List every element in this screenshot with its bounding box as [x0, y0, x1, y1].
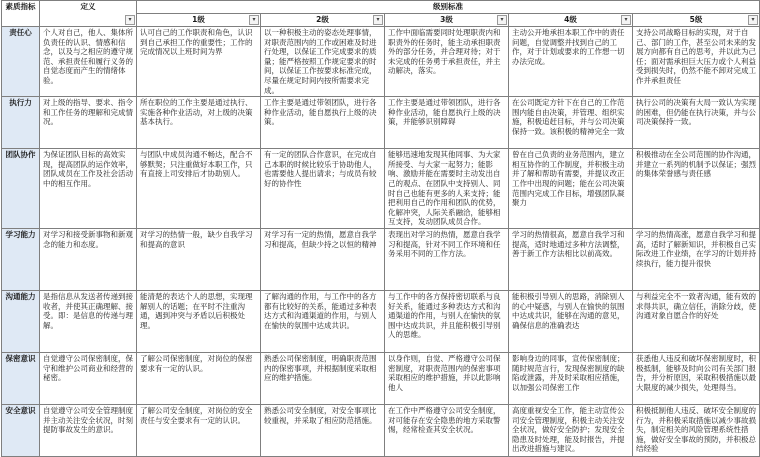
header-level-2[interactable]: 2级 ▾	[261, 14, 385, 27]
level-3-cell: 在工作中严格遵守公司安全制度，对可能存在安全隐患的地方采取警惕，经常检查其安全状况。	[385, 404, 509, 456]
level-5-cell: 获悉他人违反和破坏保密制度时，积极抵制，能够及时向公司有关部门报告，并分析原因，采取积极措施以最大限度的减少损失，处理得当。	[633, 352, 760, 404]
level-5-cell: 支持公司战略目标的实现，对于自己、部门的工作，甚至公司未来的发展方向都有自己的思考，并以此为己任；面对需承担巨大压力或个人利益受到损失时，仍然不能不卸对完成工作并承担责任	[633, 27, 760, 97]
competency-definition: 是指信息从发送者传递到接收者，并使其正确理解、接受。即：是信息的传递与理解。	[40, 290, 137, 352]
level-3-cell: 能够迅速地发现其他同事、为大家所接受、与大家一起努力；能影响、激励并能在需要时主动发出自己的观点、在团队中支持别人、同时自己也能有更多的人来支持；能把利用自己的作用和团队的优势，化解冲突，人际关系融洽，能够相互支持，发动团队成员合作。	[385, 149, 509, 229]
level-1-cell: 对学习的热情一般，缺少自我学习和提高的意识	[137, 228, 261, 290]
header-level-4[interactable]: 4级 ▾	[509, 14, 633, 27]
table-row	[2, 27, 760, 97]
header-definition[interactable]: 定义 ▾	[40, 1, 137, 27]
competency-definition: 对上级的指导、要求、指令和工作任务的理解和完成情况。	[40, 97, 137, 149]
table-row	[2, 97, 760, 149]
level-4-cell: 能积极引导别人的思路，消除别人的心中疑惑，与别人在愉快的氛围中达成共识，能够在沟通的意见，确保信息的准确表达	[509, 290, 633, 352]
header-level-standard: 级别标准	[137, 1, 760, 14]
level-3-cell: 工作中面临需要同时处理职责内和职责外的任务时，能主动承担职责外的部分任务，并合理对待；对于未完成的任务勇于承担责任，并主动解决，落实。	[385, 27, 509, 97]
filter-dropdown-icon[interactable]: ▾	[249, 15, 259, 25]
header-level-3[interactable]: 3级 ▾	[385, 14, 509, 27]
level-1-cell: 认可自己的工作职责和角色，认识到自己承担工作的重要性；工作的完成情况以上班时间为界	[137, 27, 261, 97]
filter-dropdown-icon[interactable]: ▾	[373, 15, 383, 25]
table-row	[2, 290, 760, 352]
filter-dropdown-icon[interactable]: ▾	[621, 15, 631, 25]
level-2-cell: 以一种积极主动的姿态处理事情，对职责范围内的工作或困难及时进行处理，以保证工作完成要求的质量；能严格按照工作规定要求的时间，以保证工作按要求标准完成，尽量在规定时间内按所需要求完成。	[261, 27, 385, 97]
competency-definition: 为保证团队目标的高效实现，提高团队的运作效率，团队成员在工作及社会活动中的相互作用。	[40, 149, 137, 229]
level-1-cell: 与团队中成员沟通不畅达，配合不够默契；只注重做好本职工作，只有直接上司安排后才协助别人。	[137, 149, 261, 229]
level-4-cell: 在公司既定方针下在自己的工作范围内能自由决策，并管理、组织实施，积极追赶目标，并与公司决策保持一致。该积极的精神完全一致	[509, 97, 633, 149]
competency-name: 沟通能力	[2, 290, 40, 352]
filter-dropdown-icon[interactable]: ▾	[748, 15, 758, 25]
level-4-cell: 高度重视安全工作，能主动宣传公司安全管理制度，积极主动关注安全状况，做好安全防护；发现安全隐患及时处理，能及时报告，并提出改进措施与建议。	[509, 404, 633, 456]
level-2-cell: 熟悉公司保密制度，明确职责范围内的保密事项，并根据制度采取相应的维护措施。	[261, 352, 385, 404]
competency-name: 安全意识	[2, 404, 40, 456]
level-2-cell: 了解沟通的作用，与工作中的各方都有比较好的关系，能通过多种表达方式和沟通渠道的作用，与别人在愉快的氛围中达成共识。	[261, 290, 385, 352]
competency-definition: 个人对自己，他人、集体所负责任的认识、情感和信念，以及与之相应的遵守规范、承担责任和履行义务的自觉态度而产生的情绪体验。	[40, 27, 137, 97]
competency-name: 执行力	[2, 97, 40, 149]
level-1-cell: 了解公司保密制度，对岗位的保密要求有一定的认识。	[137, 352, 261, 404]
level-1-cell: 了解公司安全制度，对岗位的安全责任与安全要求有一定的认识。	[137, 404, 261, 456]
filter-dropdown-icon[interactable]: ▾	[125, 15, 135, 25]
level-2-cell: 对学习有一定的热情，愿意自我学习和提高，但缺少持之以恒的精神	[261, 228, 385, 290]
table-row	[2, 228, 760, 290]
header-competency[interactable]: 素质指标	[2, 1, 40, 27]
filter-dropdown-icon[interactable]: ▾	[497, 15, 507, 25]
level-5-cell: 积极抵制他人违反、破坏安全制度的行为，并积极采取措施以减少事故损失，制定相关的风险管理系统性措施，做好安全事故的预防，并积极总结经验	[633, 404, 760, 456]
level-3-cell: 以身作则，自觉、严格遵守公司保密制度，对职责范围内的保密事项采取相应的维护措施，并以此影响他人	[385, 352, 509, 404]
competency-table	[1, 0, 760, 457]
competency-name: 学习能力	[2, 228, 40, 290]
level-4-cell: 影响身边的同事，宣传保密制度；随时规范言行，发现保密制度的缺陷或泄露，并及时采取相应措施，以加强公司保密工作	[509, 352, 633, 404]
level-2-cell: 有一定的团队合作意识，在完成自己本职的时候比较乐于协助他人，也需要他人提出请求；与成员有较好的协作性	[261, 149, 385, 229]
level-2-cell: 工作主要是通过带领团队，进行各种作业活动，能自愿执行上级的决策。	[261, 97, 385, 149]
table-row	[2, 149, 760, 229]
level-5-cell: 学习的热情高涨，愿意自我学习和提高，适时了解新知识，并积极自己实际改进工作业绩，在学习的计划并持续执行，能力提升很快	[633, 228, 760, 290]
level-5-cell: 执行公司的决策有大局一致认为实现的困难，但仍能在执行决策，并与公司决策保持一致。	[633, 97, 760, 149]
competency-name: 责任心	[2, 27, 40, 97]
level-3-cell: 与工作中的各方保持密切联系与良好关系，能通过多种表达方式和沟通渠道的作用，与别人在愉快的氛围中达成共识，并且能积极引导别人的思维。	[385, 290, 509, 352]
competency-definition: 自觉遵守公司保密制度，保守和维护公司商业和经营的秘密。	[40, 352, 137, 404]
level-5-cell: 与利益完全不一致者沟通，能有效的求得共识，确立信任，消除分歧，使沟通对象自愿合作的好处	[633, 290, 760, 352]
competency-definition: 对学习和接受新事物和新观念的能力和态度。	[40, 228, 137, 290]
competency-definition: 自觉遵守公司安全管理制度并主动关注安全状况，时刻提防事故发生的意识。	[40, 404, 137, 456]
level-2-cell: 熟悉公司安全制度，对安全事项比较重视，并采取了相应防范措施。	[261, 404, 385, 456]
level-1-cell: 能清楚的表达个人的思想，实现理解别人的话题；在平时不注重沟通，遇到冲突与矛盾以后积极处理。	[137, 290, 261, 352]
header-level-1[interactable]: 1级 ▾	[137, 14, 261, 27]
level-3-cell: 工作主要是通过带领团队，进行各种作业活动，能自愿执行上级的决策，并能够识别障碍	[385, 97, 509, 149]
header-level-5[interactable]: 5级 ▾	[633, 14, 760, 27]
level-3-cell: 表现出对学习的热情，愿意自我学习和提高，针对不同工作环境和任务采用不同的工作方法。	[385, 228, 509, 290]
level-5-cell: 积极推动在全公司范围的协作沟通，并建立一系列的机制予以保证；强烈的集体荣誉感与责任感	[633, 149, 760, 229]
level-1-cell: 所在职位的工作主要是通过执行、实施各种作业活动，对上级的决策基本执行。	[137, 97, 261, 149]
competency-name: 保密意识	[2, 352, 40, 404]
level-4-cell: 学习的热情很高，愿意自我学习和提高，适时地通过多种方法调整，善于新工作方法相比以前高效。	[509, 228, 633, 290]
level-4-cell: 曾在自己负责的业务范围内，建立相互协作的工作制度，并积极主动并了解和帮助有需要，并提议改正工作中出现的问题；能在公司决策范围内完成工作目标，增强团队凝聚力	[509, 149, 633, 229]
table-row	[2, 404, 760, 456]
competency-name: 团队协作	[2, 149, 40, 229]
level-4-cell: 主动公开地承担本职工作中的责任问题，自觉调整并找到自己的工作，对于计划或要求的工作想一切办法完成。	[509, 27, 633, 97]
table-row	[2, 352, 760, 404]
